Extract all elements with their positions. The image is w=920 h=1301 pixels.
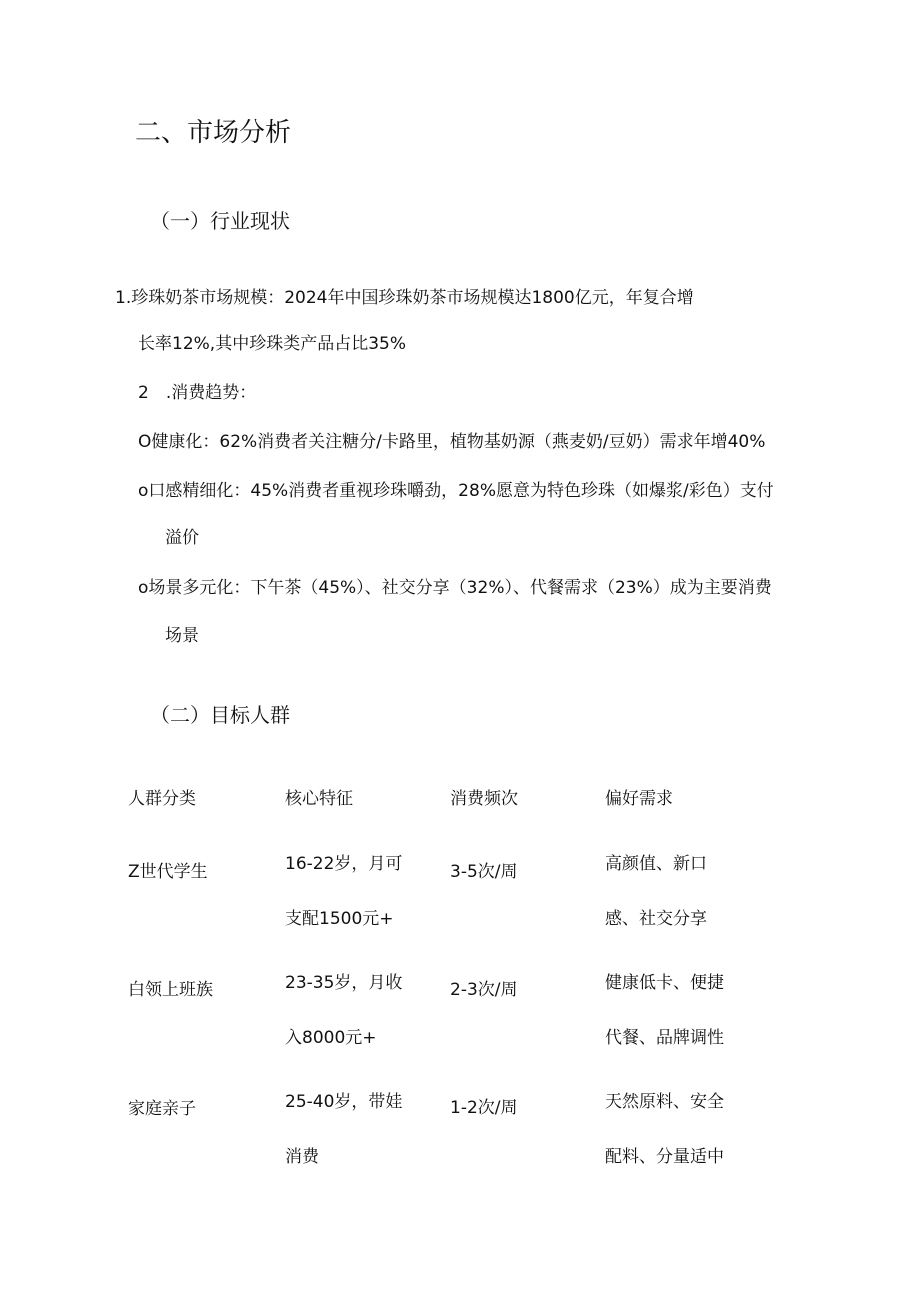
core-feature: 16-22岁，月可 xyxy=(285,854,403,874)
section-heading: 二、市场分析 xyxy=(135,118,292,148)
preference: 代餐、品牌调性 xyxy=(605,1028,724,1048)
trend-bullet-texture-line-1: o口感精细化：45%消费者重视珍珠嚼劲，28%愿意为特色珍珠（如爆浆/彩色）支付 xyxy=(138,481,774,501)
subsection-title-target: （二）目标人群 xyxy=(150,703,290,727)
preference: 健康低卡、便捷 xyxy=(605,973,724,993)
core-feature: 25-40岁，带娃 xyxy=(285,1092,403,1112)
market-size-line-1: 1.珍珠奶茶市场规模：2024年中国珍珠奶茶市场规模达1800亿元，年复合增 xyxy=(115,288,694,308)
core-feature: 23-35岁，月收 xyxy=(285,973,403,993)
trend-bullet-health: O健康化：62%消费者关注糖分/卡路里，植物基奶源（燕麦奶/豆奶）需求年增40% xyxy=(138,432,766,452)
trend-bullet-scenario-line-1: o场景多元化：下午茶（45%）、社交分享（32%）、代餐需求（23%）成为主要消费 xyxy=(138,578,772,598)
table-header: 人群分类 xyxy=(128,789,196,809)
trend-bullet-scenario-line-2: 场景 xyxy=(165,626,199,646)
consumption-frequency: 2-3次/周 xyxy=(450,980,518,1000)
table-header: 核心特征 xyxy=(285,789,353,809)
preference: 配料、分量适中 xyxy=(605,1147,724,1167)
preference: 高颜值、新口 xyxy=(605,854,707,874)
core-feature: 入8000元+ xyxy=(285,1028,377,1048)
group-name: 白领上班族 xyxy=(128,980,213,1000)
consumption-trend-title: 2 .消费趋势： xyxy=(138,383,257,403)
group-name: 家庭亲子 xyxy=(128,1099,196,1119)
consumption-frequency: 1-2次/周 xyxy=(450,1098,518,1118)
preference: 感、社交分享 xyxy=(605,909,707,929)
consumption-frequency: 3-5次/周 xyxy=(450,862,518,882)
trend-bullet-texture-line-2: 溢价 xyxy=(165,528,199,548)
core-feature: 支配1500元+ xyxy=(285,909,394,929)
preference: 天然原料、安全 xyxy=(605,1092,724,1112)
market-size-line-2: 长率12%,其中珍珠类产品占比35% xyxy=(138,334,406,354)
core-feature: 消费 xyxy=(285,1147,319,1167)
group-name: Z世代学生 xyxy=(128,862,208,882)
table-header: 消费频次 xyxy=(450,789,518,809)
table-header: 偏好需求 xyxy=(605,789,673,809)
subsection-title-industry: （一）行业现状 xyxy=(150,209,290,233)
